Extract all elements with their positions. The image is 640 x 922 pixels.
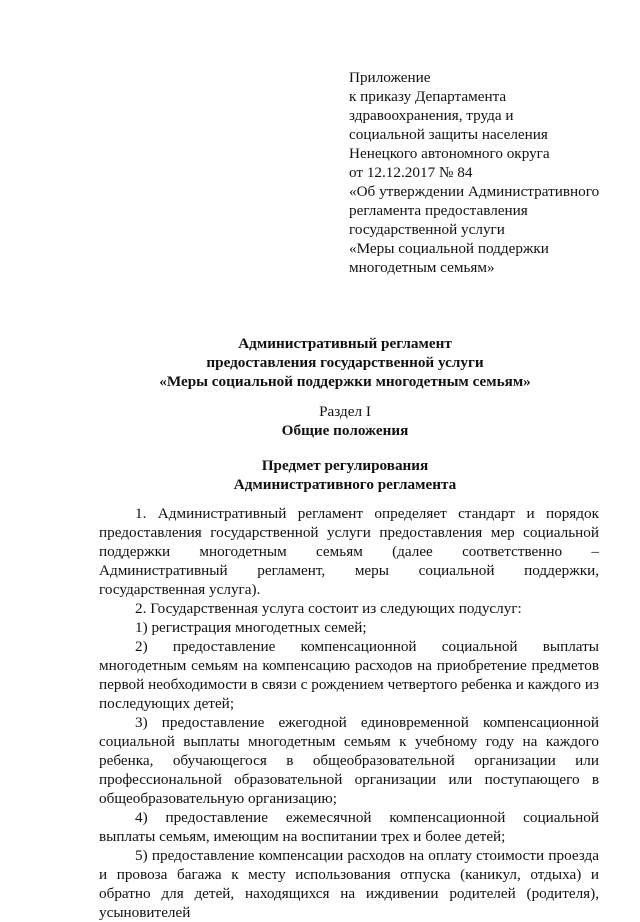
title-line: предоставления государственной услуги xyxy=(206,354,484,371)
document-body xyxy=(99,504,599,922)
title-line: «Меры социальной поддержки многодетным семьям» xyxy=(159,373,531,390)
appendix-line: «Меры социальной поддержки xyxy=(349,240,549,257)
section-name: Общие положения xyxy=(281,422,409,439)
paragraph: 1. Административный регламент определяет стандарт и порядок предоставления государственной услуги предоставления мер социальной поддержки многодетным семьям (далее соответственно – Административный регламент, меры социальной поддержки, государственная услуга). xyxy=(99,505,599,598)
appendix-line: Ненецкого автономного округа xyxy=(349,145,550,162)
appendix-block xyxy=(349,68,619,277)
subject-line: Предмет регулирования xyxy=(261,457,429,474)
paragraph: 2. Государственная услуга состоит из следующих подуслуг: xyxy=(135,600,522,617)
appendix-line: от 12.12.2017 № 84 xyxy=(349,164,473,181)
appendix-line: Приложение xyxy=(349,69,431,86)
title-line: Административный регламент xyxy=(238,335,452,352)
appendix-line: регламента предоставления xyxy=(349,202,528,219)
paragraph: 5) предоставление компенсации расходов на оплату стоимости проезда и провоза багажа к месту использования отпуска (каникул, отдыха) и обратно для детей, находящихся на иждивении родителей (родителя), усыновителей xyxy=(99,847,599,921)
appendix-line: «Об утверждении Административного xyxy=(349,183,600,200)
subject-heading xyxy=(90,456,600,494)
paragraph: 3) предоставление ежегодной единовременной компенсационной социальной выплаты многодетным семьям к учебному году на каждого ребенка, обучающегося в общеобразовательной организации или профессиональной образовательной организации или поступающего в общеобразовательную организацию; xyxy=(99,714,599,807)
appendix-line: здравоохранения, труда и xyxy=(349,107,514,124)
paragraph: 1) регистрация многодетных семей; xyxy=(135,619,367,636)
appendix-line: к приказу Департамента xyxy=(349,88,507,105)
paragraph: 4) предоставление ежемесячной компенсационной социальной выплаты семьям, имеющим на воспитании трех и более детей; xyxy=(99,809,599,845)
section-heading xyxy=(90,402,600,440)
section-number: Раздел I xyxy=(319,403,371,420)
document-title xyxy=(90,334,600,391)
appendix-line: социальной защиты населения xyxy=(349,126,548,143)
appendix-line: многодетным семьям» xyxy=(349,259,495,276)
appendix-line: государственной услуги xyxy=(349,221,505,238)
subject-line: Административного регламента xyxy=(233,476,457,493)
paragraph: 2) предоставление компенсационной социальной выплаты многодетным семьям на компенсацию расходов на приобретение предметов первой необходимости в связи с рождением четвертого ребенка и каждого из последующих детей; xyxy=(99,638,599,712)
